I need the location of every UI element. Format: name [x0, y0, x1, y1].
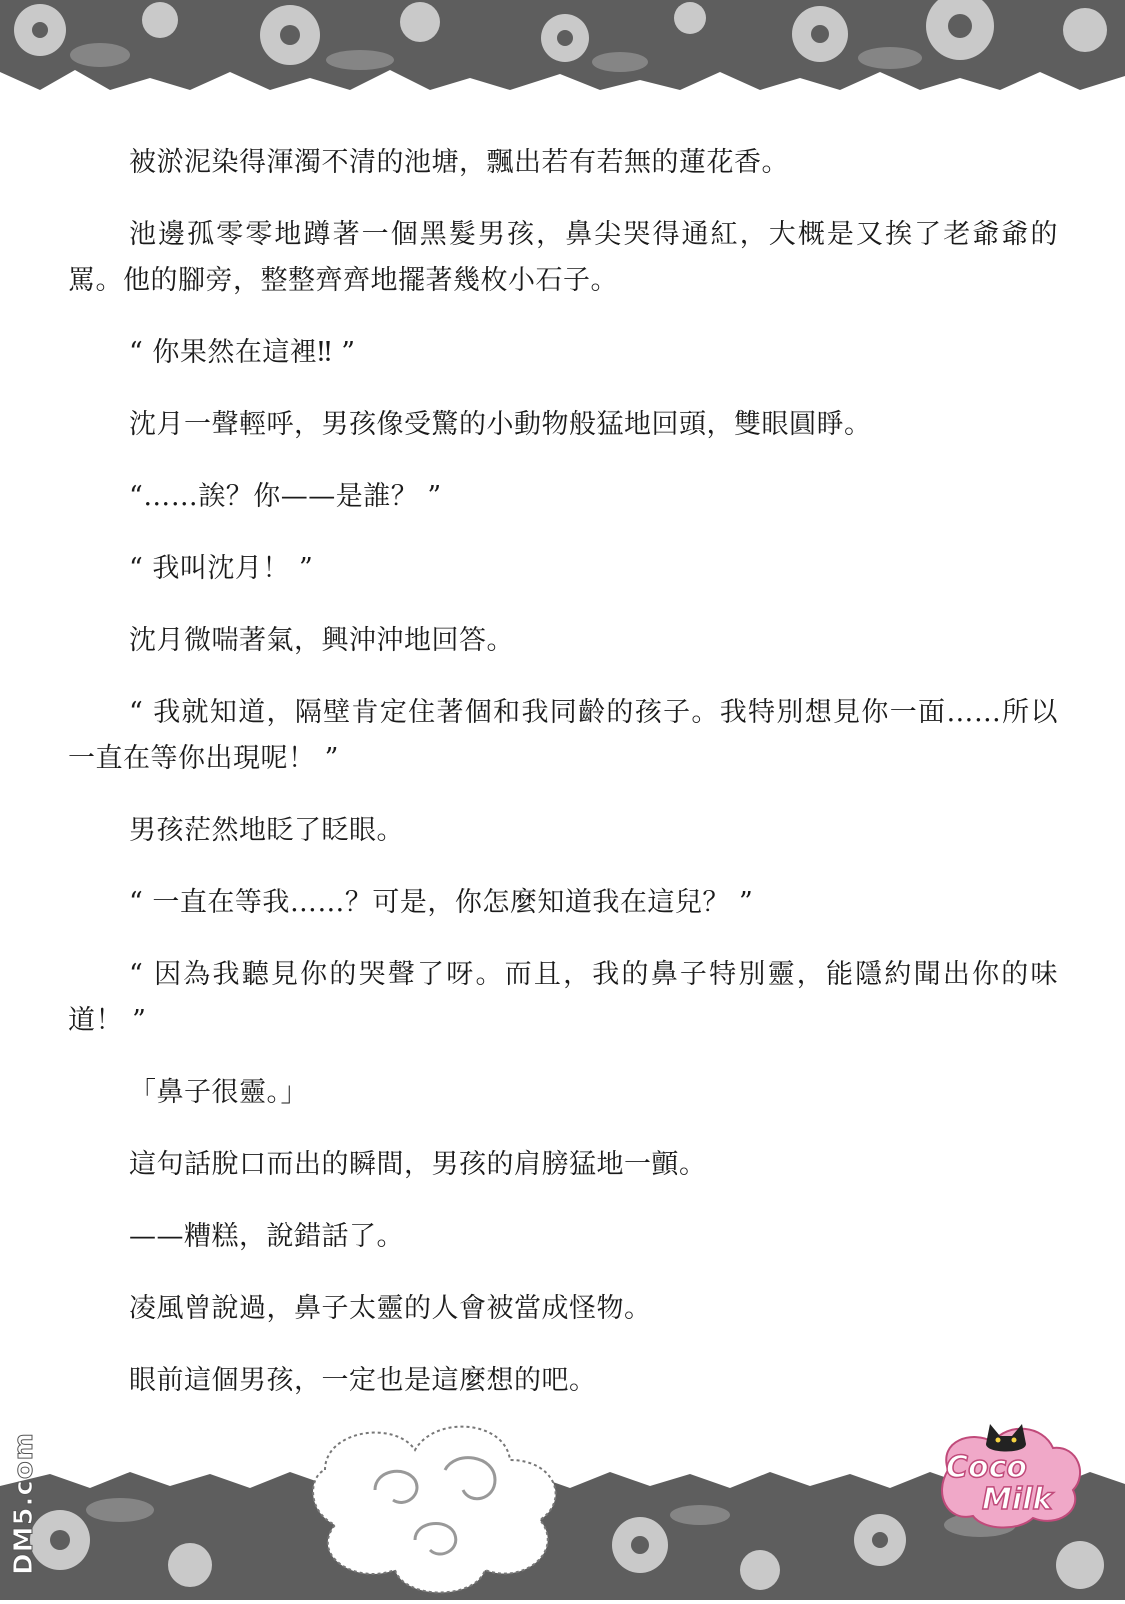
- watermark-text: DM5.com: [9, 1432, 39, 1575]
- cloud-icon: [305, 1410, 575, 1600]
- coco-milk-logo: [928, 1410, 1088, 1530]
- paragraph: 「鼻子很靈。」: [129, 1077, 308, 1108]
- paragraph: ——糟糕，說錯話了。: [129, 1221, 404, 1252]
- paragraph: 池邊孤零零地蹲著一個黑髮男孩，鼻尖哭得通紅，大概是又挨了老爺爺的罵。他的腳旁，整整齊齊地擺著幾枚小石子。: [68, 219, 1058, 296]
- paragraph: “ 你果然在這裡‼ ”: [129, 337, 356, 368]
- paragraph: 男孩茫然地眨了眨眼。: [129, 815, 404, 846]
- paragraph: “ 我叫沈月！ ”: [129, 553, 314, 584]
- logo-line2: Milk: [982, 1482, 1053, 1517]
- paragraph: “ 因為我聽見你的哭聲了呀。而且，我的鼻子特別靈，能隱約聞出你的味道！ ”: [68, 959, 1058, 1036]
- paragraph: 凌風曾說過，鼻子太靈的人會被當成怪物。: [129, 1293, 652, 1324]
- paragraph: 沈月微喘著氣，興沖沖地回答。: [129, 625, 514, 656]
- logo-line1: Coco: [946, 1450, 1028, 1485]
- floral-pattern-top: [0, 0, 1125, 90]
- paragraph: “ 一直在等我……？可是，你怎麼知道我在這兒？ ”: [129, 887, 754, 918]
- paragraph: 被淤泥染得渾濁不清的池塘，飄出若有若無的蓮花香。: [129, 147, 789, 178]
- page-body: [68, 140, 1058, 1430]
- paragraph: “ 我就知道，隔壁肯定住著個和我同齡的孩子。我特別想見你一面……所以一直在等你出現呢！ ”: [68, 697, 1058, 774]
- paragraph: “……誒？你——是誰？ ”: [129, 481, 442, 512]
- paragraph: 沈月一聲輕呼，男孩像受驚的小動物般猛地回頭，雙眼圓睜。: [129, 409, 872, 440]
- paragraph: 這句話脫口而出的瞬間，男孩的肩膀猛地一顫。: [129, 1149, 707, 1180]
- top-floral-border: [0, 0, 1125, 90]
- cat-icon: [986, 1424, 1026, 1452]
- watermark: [4, 1432, 44, 1590]
- paragraph: 眼前這個男孩，一定也是這麼想的吧。: [129, 1365, 597, 1396]
- cloud-decoration: [305, 1410, 575, 1600]
